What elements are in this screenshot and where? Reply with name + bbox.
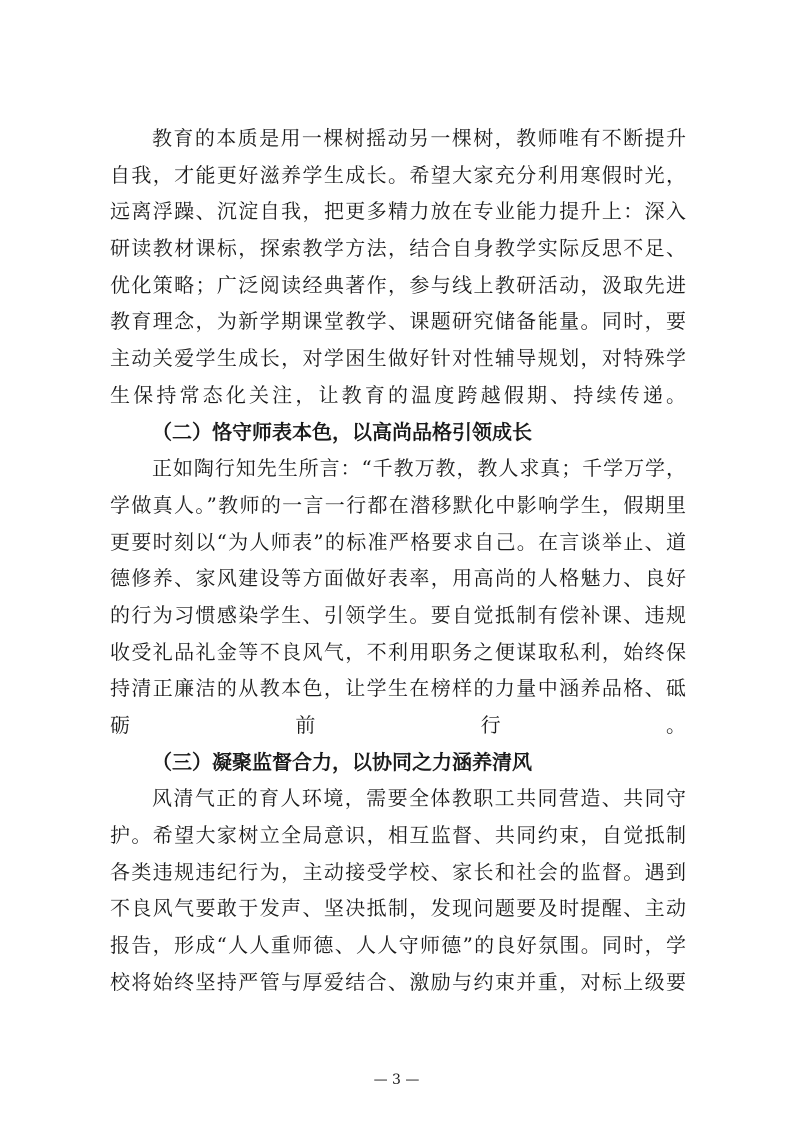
text-line: 报告，形成“人人重师德、人人守师德”的良好氛围。同时，学 [110,933,686,958]
text-line: 研读教材课标，探索教学方法，结合自身教学实际反思不足、 [110,236,686,261]
text-line: 不良风气要敢于发声、坚决抵制，发现问题要及时提醒、主动 [110,896,686,921]
text-line: 教育理念，为新学期课堂教学、课题研究储备能量。同时，要 [110,309,686,334]
text-line: 生保持常态化关注，让教育的温度跨越假期、持续传递。 [110,382,686,407]
text-line: 自我，才能更好滋养学生成长。希望大家充分利用寒假时光， [110,162,686,187]
text-line: 收受礼品礼金等不良风气，不利用职务之便谋取私利，始终保 [110,639,686,664]
section-heading [110,414,686,451]
text-line: 护。希望大家树立全局意识，相互监督、共同约束，自觉抵制 [110,823,686,848]
section-heading [110,744,686,781]
text-line: 砺前行。 [110,713,686,737]
text-line: 远离浮躁、沉淀自我，把更多精力放在专业能力提升上：深入 [110,199,686,224]
text-line: 学做真人。”教师的一言一行都在潜移默化中影响学生，假期里 [110,492,686,517]
paragraph [110,780,686,1000]
paragraph [110,450,686,744]
text-line: 的行为习惯感染学生、引领学生。要自觉抵制有偿补课、违规 [110,602,686,627]
paragraph [110,120,686,414]
text-line: （二）恪守师表本色，以高尚品格引领成长 [152,419,532,444]
page-number: — 3 — [373,1072,420,1088]
text-line: 校将始终坚持严管与厚爱结合、激励与约束并重，对标上级要 [110,969,686,994]
text-line: 正如陶行知先生所言：“千教万教，教人求真；千学万学， [152,456,686,481]
text-line: 风清气正的育人环境，需要全体教职工共同营造、共同守 [152,786,686,811]
text-line: （三）凝聚监督合力，以协同之力涵养清风 [152,749,532,774]
text-line: 德修养、家风建设等方面做好表率，用高尚的人格魅力、良好 [110,566,686,591]
text-line: 各类违规违纪行为，主动接受学校、家长和社会的监督。遇到 [110,859,686,884]
text-line: 优化策略；广泛阅读经典著作，参与线上教研活动，汲取先进 [110,272,686,297]
text-line: 持清正廉洁的从教本色，让学生在榜样的力量中涵养品格、砥 [110,676,686,701]
document-body [110,120,686,1001]
text-line: 教育的本质是用一棵树摇动另一棵树，教师唯有不断提升 [152,126,686,150]
text-line: 主动关爱学生成长，对学困生做好针对性辅导规划，对特殊学 [110,346,686,371]
text-line: 更要时刻以“为人师表”的标准严格要求自己。在言谈举止、道 [110,529,686,554]
